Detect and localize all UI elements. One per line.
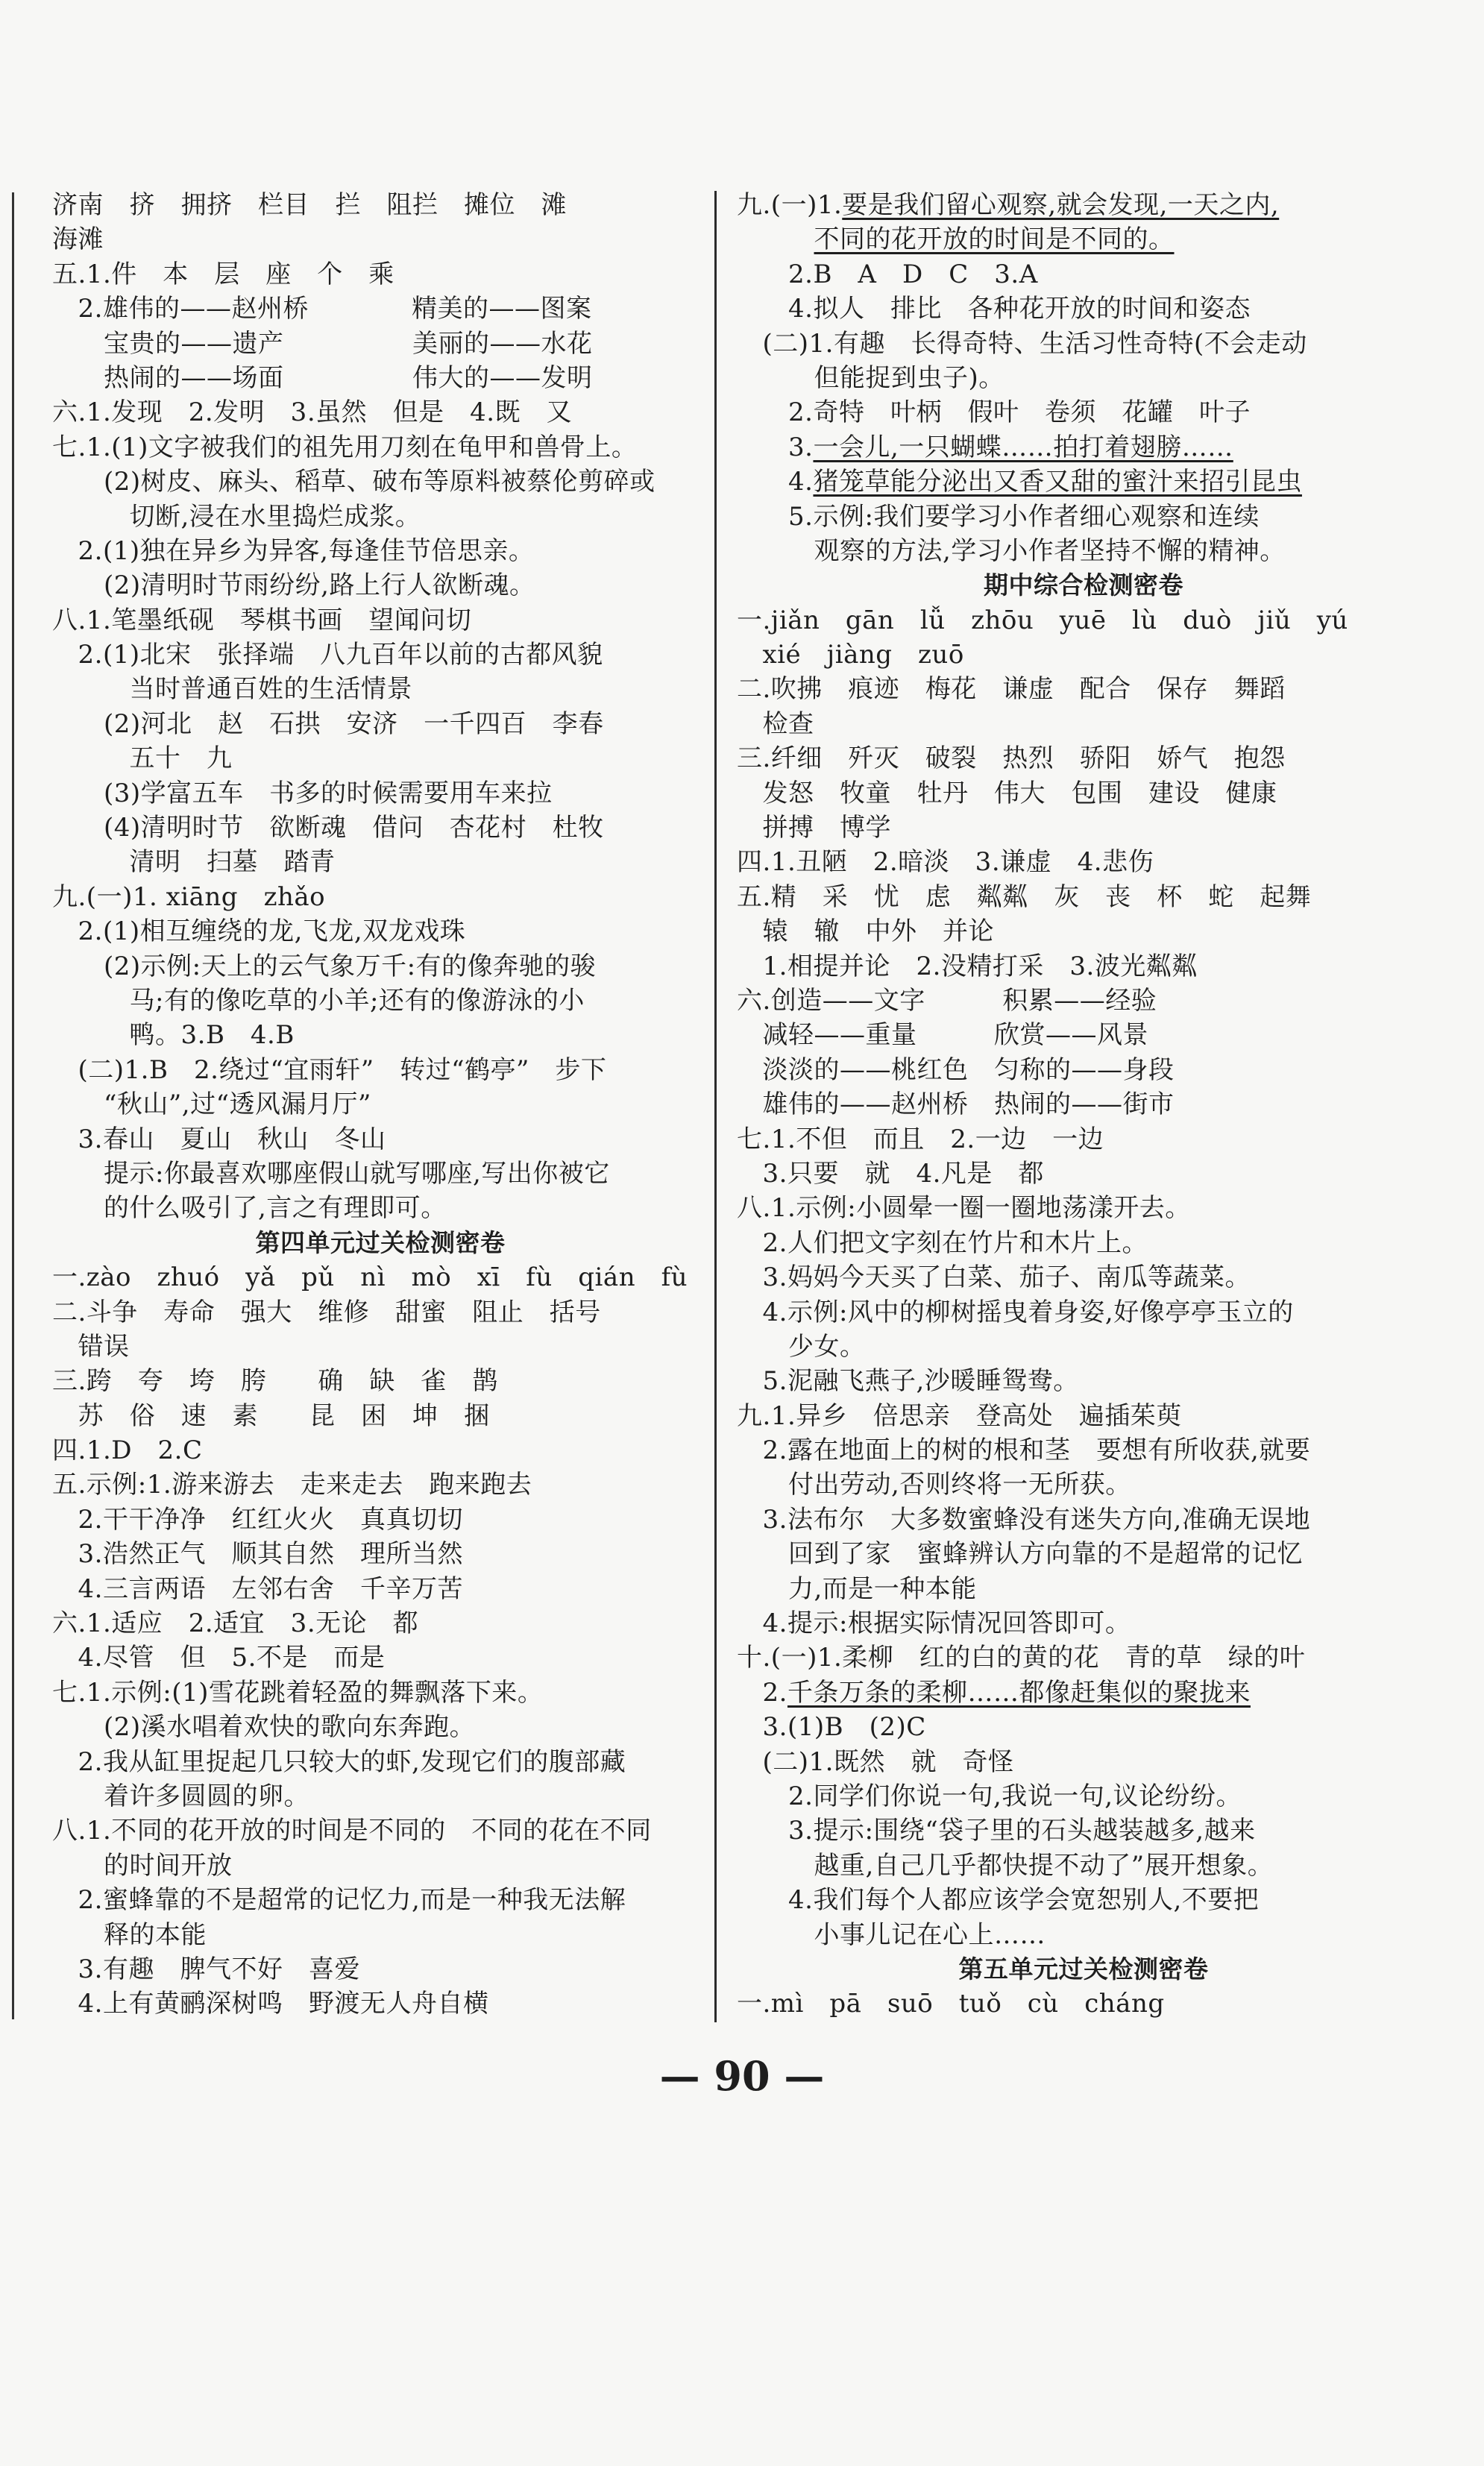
page-edge-line (12, 192, 14, 2019)
answer-line: 2.(1)独在异乡为异客,每逢佳节倍思亲。 (52, 535, 535, 566)
answer-line: 2.人们把文字刻在竹片和木片上。 (737, 1227, 1148, 1258)
answer-line: 九.1.异乡 倍思亲 登高处 遍插茱萸 (737, 1400, 1182, 1431)
answer-line: 但能捉到虫子)。 (737, 362, 1004, 393)
answer-line: 马;有的像吃草的小羊;还有的像游泳的小 (52, 985, 585, 1016)
answer-line: 八.1.示例:小圆晕一圈一圈地荡漾开去。 (737, 1193, 1191, 1224)
answer-line: 一.zào zhuó yǎ pǔ nì mò xī fù qián fù (52, 1262, 688, 1293)
answer-line: 六.创造——文字 积累——经验 (737, 985, 1157, 1016)
left-answer-column (52, 188, 708, 2022)
answer-line: 济南 挤 拥挤 栏目 拦 阻拦 摊位 滩 (52, 190, 567, 220)
underlined-quote: 一会儿,一只蝴蝶……拍打着翅膀…… (813, 432, 1233, 462)
answer-line: 一.jiǎn gān lǚ zhōu yuē lù duò jiǔ yú (737, 605, 1348, 635)
answer-line: 五十 九 (52, 743, 233, 774)
answer-line: 十.(一)1.柔柳 红的白的黄的花 青的草 绿的叶 (737, 1643, 1306, 1673)
page-number: — 90 — (659, 2052, 825, 2100)
column-divider (714, 191, 717, 2022)
answer-line: 五.示例:1.游来游去 走来走去 跑来跑去 (52, 1470, 532, 1500)
answer-line: 3.一会儿,一只蝴蝶……拍打着翅膀…… (737, 432, 1233, 462)
answer-line: 的时间开放 (52, 1850, 233, 1881)
answer-line: 2.(1)相互缠绕的龙,飞龙,双龙戏珠 (52, 916, 466, 947)
answer-line: 减轻——重量 欣赏——风景 (737, 1020, 1148, 1051)
answer-line: 1.相提并论 2.没精打采 3.波光粼粼 (737, 951, 1198, 981)
answer-line: 当时普通百姓的生活情景 (52, 674, 412, 705)
answer-line: 少女。 (737, 1331, 866, 1362)
answer-line: 力,而是一种本能 (737, 1573, 977, 1604)
answer-line: 3.(1)B (2)C (737, 1712, 926, 1743)
answer-line: 九.(一)1.要是我们留心观察,就会发现,一天之内, (737, 190, 1280, 220)
answer-line: (2)溪水唱着欢快的歌向东奔跑。 (52, 1712, 476, 1743)
answer-line: 4.我们每个人都应该学会宽恕别人,不要把 (737, 1885, 1260, 1916)
answer-line: 鸭。3.B 4.B (52, 1020, 295, 1051)
answer-line: 发怒 牧童 牡丹 伟大 包围 建设 健康 (737, 778, 1277, 808)
answer-line: 2.露在地面上的树的根和茎 要想有所收获,就要 (737, 1435, 1311, 1466)
answer-line: 观察的方法,学习小作者坚持不懈的精神。 (737, 535, 1286, 566)
answer-line: 4.上有黄鹂深树鸣 野渡无人舟自横 (52, 1989, 489, 2019)
answer-line: 提示:你最喜欢哪座假山就写哪座,写出你被它 (52, 1158, 610, 1189)
answer-line: 热闹的——场面 伟大的——发明 (52, 362, 593, 393)
answer-line: 2.干干净净 红红火火 真真切切 (52, 1504, 463, 1535)
answer-line: 二.斗争 寿命 强大 维修 甜蜜 阻止 括号 (52, 1297, 601, 1327)
answer-line: 二.吹拂 痕迹 梅花 谦虚 配合 保存 舞蹈 (737, 674, 1286, 705)
answer-line: 着许多圆圆的卵。 (52, 1781, 309, 1811)
answer-line: 2.蜜蜂靠的不是超常的记忆力,而是一种我无法解 (52, 1885, 626, 1916)
answer-line: (二)1.既然 就 奇怪 (737, 1746, 1014, 1777)
answer-line: 八.1.不同的花开放的时间是不同的 不同的花在不同 (52, 1816, 652, 1846)
answer-line: 四.1.丑陋 2.暗淡 3.谦虚 4.悲伤 (737, 847, 1154, 878)
answer-line: 五.精 采 忧 虑 粼粼 灰 丧 杯 蛇 起舞 (737, 881, 1312, 912)
answer-line: 5.泥融飞燕子,沙暖睡鸳鸯。 (737, 1366, 1079, 1397)
answer-line: 回到了家 蜜蜂辨认方向靠的不是超常的记忆 (737, 1539, 1303, 1570)
answer-line: 2.B A D C 3.A (737, 259, 1038, 289)
answer-line: 2.千条万条的柔柳……都像赶集似的聚拢来 (737, 1677, 1251, 1708)
answer-line: 4.示例:风中的柳树摇曳着身姿,好像亭亭玉立的 (737, 1297, 1294, 1327)
answer-line: (4)清明时节 欲断魂 借问 杏花村 杜牧 (52, 813, 604, 843)
answer-line: 2.同学们你说一句,我说一句,议论纷纷。 (737, 1781, 1242, 1811)
answer-line: (2)树皮、麻头、稻草、破布等原料被蔡伦剪碎或 (52, 467, 655, 497)
answer-line: 2.奇特 叶柄 假叶 卷须 花罐 叶子 (737, 397, 1251, 428)
answer-line: 九.(一)1. xiāng zhǎo (52, 881, 326, 912)
answer-line: 3.浩然正气 顺其自然 理所当然 (52, 1539, 463, 1570)
underlined-quote: 千条万条的柔柳……都像赶集似的聚拢来 (787, 1677, 1251, 1708)
answer-line: 辕 辙 中外 并论 (737, 916, 994, 947)
answer-line (737, 222, 1430, 257)
answer-line: 淡淡的——桃红色 匀称的——身段 (737, 1054, 1175, 1085)
answer-line: 清明 扫墓 踏青 (52, 847, 336, 878)
right-answer-column (737, 188, 1430, 2022)
answer-line: 3.只要 就 4.凡是 都 (737, 1158, 1044, 1189)
answer-line: 六.1.适应 2.适宜 3.无论 都 (52, 1608, 419, 1639)
answer-line: xié jiàng zuō (737, 640, 964, 670)
answer-line: (2)河北 赵 石拱 安济 一千四百 李春 (52, 708, 604, 739)
answer-line: 八.1.笔墨纸砚 琴棋书画 望闻问切 (52, 605, 472, 635)
answer-line: 一.mì pā suō tuǒ cù cháng (737, 1989, 1165, 2019)
section-heading: 第四单元过关检测密卷 (255, 1227, 506, 1257)
answer-line: 3.有趣 脾气不好 喜爱 (52, 1954, 360, 1984)
answer-line: 4.尽管 但 5.不是 而是 (52, 1643, 386, 1673)
underlined-quote: 猪笼草能分泌出又香又甜的蜜汁来招引昆虫 (813, 467, 1302, 497)
answer-line: (2)示例:天上的云气象万千:有的像奔驰的骏 (52, 951, 597, 981)
answer-line: 付出劳动,否则终将一无所获。 (737, 1470, 1131, 1500)
answer-line: 2.雄伟的——赵州桥 精美的——图案 (52, 294, 592, 324)
answer-line: 四.1.D 2.C (52, 1435, 203, 1466)
answer-line: 海滩 (52, 224, 104, 255)
section-heading: 期中综合检测密卷 (984, 570, 1183, 600)
answer-line: 3.妈妈今天买了白菜、茄子、南瓜等蔬菜。 (737, 1262, 1251, 1293)
answer-line: 2.(1)北宋 张择端 八九百年以前的古都风貌 (52, 640, 603, 670)
answer-line: 六.1.发现 2.发明 3.虽然 但是 4.既 又 (52, 397, 573, 428)
answer-line: 切断,浸在水里捣烂成浆。 (52, 501, 421, 532)
underlined-quote: 不同的花开放的时间是不同的。 (814, 224, 1175, 255)
answer-line: 4.三言两语 左邻右舍 千辛万苦 (52, 1573, 463, 1604)
answer-line: 宝贵的——遗产 美丽的——水花 (52, 328, 593, 359)
underlined-quote: 要是我们留心观察,就会发现,一天之内, (842, 190, 1280, 220)
answer-line: (二)1.B 2.绕过“宜雨轩” 转过“鹤亭” 步下 (52, 1054, 607, 1085)
answer-line: 释的本能 (52, 1919, 207, 1950)
answer-line: 4.提示:根据实际情况回答即可。 (737, 1608, 1131, 1639)
answer-line: 拼搏 博学 (737, 813, 891, 843)
answer-line: 七.1.示例:(1)雪花跳着轻盈的舞飘落下来。 (52, 1677, 544, 1708)
answer-line: 小事儿记在心上…… (737, 1919, 1046, 1950)
answer-line: 3.法布尔 大多数蜜蜂没有迷失方向,准确无误地 (737, 1504, 1311, 1535)
answer-line: 3.春山 夏山 秋山 冬山 (52, 1124, 386, 1154)
answer-line: 2.我从缸里捉起几只较大的虾,发现它们的腹部藏 (52, 1746, 626, 1777)
answer-line: 4.猪笼草能分泌出又香又甜的蜜汁来招引昆虫 (737, 467, 1302, 497)
answer-line: 的什么吸引了,言之有理即可。 (52, 1193, 447, 1224)
answer-line: 七.1.不但 而且 2.一边 一边 (737, 1124, 1104, 1154)
answer-line: (3)学富五车 书多的时候需要用车来拉 (52, 778, 553, 808)
answer-line: 雄伟的——赵州桥 热闹的——街市 (737, 1089, 1175, 1120)
answer-line: 五.1.件 本 层 座 个 乘 (52, 259, 394, 289)
section-heading: 第五单元过关检测密卷 (958, 1954, 1209, 1984)
answer-line: “秋山”,过“透风漏月厅” (52, 1089, 371, 1120)
answer-line: (二)1.有趣 长得奇特、生活习性奇特(不会走动 (737, 328, 1307, 359)
answer-line: 5.示例:我们要学习小作者细心观察和连续 (737, 501, 1260, 532)
answer-line: 4.拟人 排比 各种花开放的时间和姿态 (737, 294, 1251, 324)
answer-line: 3.提示:围绕“袋子里的石头越装越多,越来 (737, 1816, 1256, 1846)
answer-line: 三.纤细 歼灭 破裂 热烈 骄阳 娇气 抱怨 (737, 743, 1286, 774)
answer-line: 三.跨 夸 垮 胯 确 缺 雀 鹊 (52, 1366, 498, 1397)
answer-line: (2)清明时节雨纷纷,路上行人欲断魂。 (52, 570, 535, 601)
answer-line: 检查 (737, 708, 814, 739)
answer-line: 越重,自己几乎都快提不动了”展开想象。 (737, 1850, 1274, 1881)
answer-line: 苏 俗 速 素 昆 困 坤 捆 (52, 1400, 490, 1431)
answer-line: 七.1.(1)文字被我们的祖先用刀刻在龟甲和兽骨上。 (52, 432, 638, 462)
answer-line: 错误 (52, 1331, 130, 1362)
